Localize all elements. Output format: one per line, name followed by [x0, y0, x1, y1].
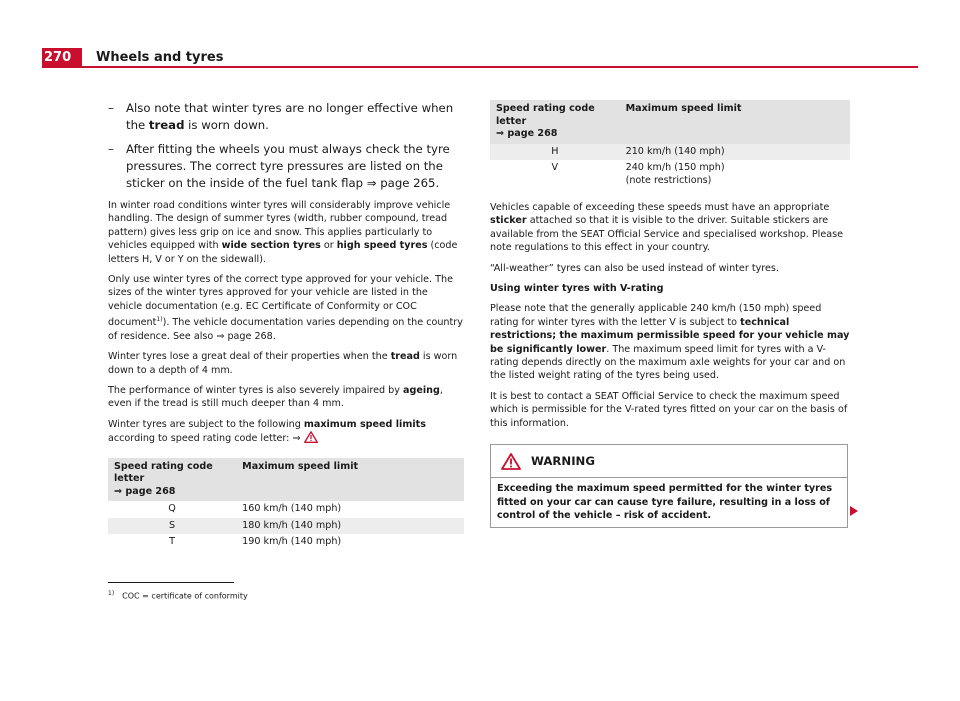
table-cell: T: [169, 536, 176, 548]
table-cell: H: [490, 144, 620, 161]
paragraph: It is best to contact a SEAT Official Service to check the maximum speed which is permissible for the V-rated tyres fitted on your car on the basis of this information.: [490, 390, 848, 429]
table-row: [490, 144, 850, 161]
paragraph: In winter road conditions winter tyres will considerably improve vehicle handling. The design of summer tyres (width, rubber compound, tread pattern) gives less grip on ice and snow. This applies particularly to vehicles equipped with wide section tyres or high speed tyres (code letters H, V or Y on the sidewall).: [108, 200, 458, 265]
paragraph: The performance of winter tyres is also severely impaired by ageing, even if the tread is still much deeper than 4 mm.: [108, 385, 443, 410]
footnote-rule: [108, 582, 234, 583]
paragraph: Only use winter tyres of the correct type approved for your vehicle. The sizes of the winter tyres approved for your vehicle are listed in the vehicle documentation (e.g. EC Certificate of Conformity or COC document$^{1)}$). The vehicle documentation varies depending on the country of residence. See also ⇒ page 268.: [108, 274, 463, 342]
paragraph: Vehicles capable of exceeding these speeds must have an appropriate sticker attached so that it is visible to the driver. Suitable stickers are available from the SEAT Official Service and specialised workshop. Please note regulations to this effect in your country.: [490, 202, 844, 254]
column-header: Speed rating code letter ⇒ page 268: [108, 458, 236, 502]
column-header: Speed rating code letter ⇒ page 268: [490, 100, 620, 144]
section-title: Wheels and tyres: [96, 50, 224, 65]
list-item-text: After fitting the wheels you must always check the tyre pressures. The correct tyre pressures are listed on the sticker on the inside of the fuel tank flap ⇒ page 265.: [126, 142, 450, 190]
footnote-mark: 1): [108, 590, 115, 597]
paragraph: Winter tyres lose a great deal of their properties when the tread is worn down to a depth of 4 mm.: [108, 351, 458, 376]
list-item-text: is worn down.: [184, 118, 269, 132]
column-header: Maximum speed limit: [236, 458, 464, 502]
table-cell: 180 km/h (140 mph): [236, 518, 464, 535]
dash-bullet: –: [108, 142, 114, 156]
table-header-row: [490, 100, 850, 144]
table-cell: 240 km/h (150 mph) (note restrictions): [625, 162, 725, 186]
subheading: Using winter tyres with V-rating: [490, 283, 664, 295]
footnote: [108, 590, 248, 601]
table-header-row: [108, 458, 464, 502]
page-number: 270: [42, 48, 82, 68]
warning-title: WARNING: [531, 454, 595, 469]
table-row: [108, 501, 464, 518]
paragraph: Winter tyres are subject to the following maximum speed limits according to speed rating code letter: ⇒: [108, 418, 426, 445]
dash-bullet: –: [108, 101, 114, 115]
warning-text: Exceeding the maximum speed permitted for the winter tyres fitted on your car can cause tyre failure, resulting in a loss of control of the vehicle – risk of accident.: [491, 477, 847, 527]
column-header: Maximum speed limit: [620, 100, 850, 144]
speed-limit-table: [108, 458, 464, 551]
table-cell: V: [551, 162, 559, 173]
footnote-text: COC = certificate of conformity: [122, 591, 248, 601]
table-cell: 190 km/h (140 mph): [242, 536, 342, 548]
warning-triangle-icon: [501, 453, 521, 470]
warning-triangle-icon[interactable]: [304, 431, 318, 443]
footnote-ref[interactable]: 1): [156, 316, 163, 324]
table-row: [490, 160, 850, 189]
table-cell: 160 km/h (140 mph): [242, 503, 342, 515]
list-item-text: Also note that winter tyres are no longer effective when the: [126, 101, 454, 132]
list-item-bold: tread: [148, 118, 185, 132]
table-row: [108, 534, 464, 551]
warning-box: [490, 444, 848, 528]
continue-arrow-icon: [850, 506, 858, 516]
warning-header: [491, 445, 847, 477]
paragraph: “All-weather” tyres can also be used instead of winter tyres.: [490, 262, 779, 274]
left-column: [108, 100, 464, 551]
right-column: [490, 100, 850, 528]
table-cell: Q: [168, 503, 176, 515]
speed-limit-table: [490, 100, 850, 189]
header-rule: [42, 66, 918, 68]
paragraph: Please note that the generally applicable 240 km/h (150 mph) speed rating for winter tyres with the letter V is subject to technical restrictions; the maximum permissible speed for your vehicle may be significantly lower. The maximum speed limit for tyres with a V-rating depends directly on the maximum axle weights for your car and on the listed weight rating of the tyres being used.: [490, 303, 850, 382]
table-cell: S: [108, 518, 236, 535]
table-cell: 210 km/h (140 mph): [620, 144, 850, 161]
list-item: [108, 141, 464, 192]
table-row: [108, 518, 464, 535]
list-item: [108, 100, 464, 134]
